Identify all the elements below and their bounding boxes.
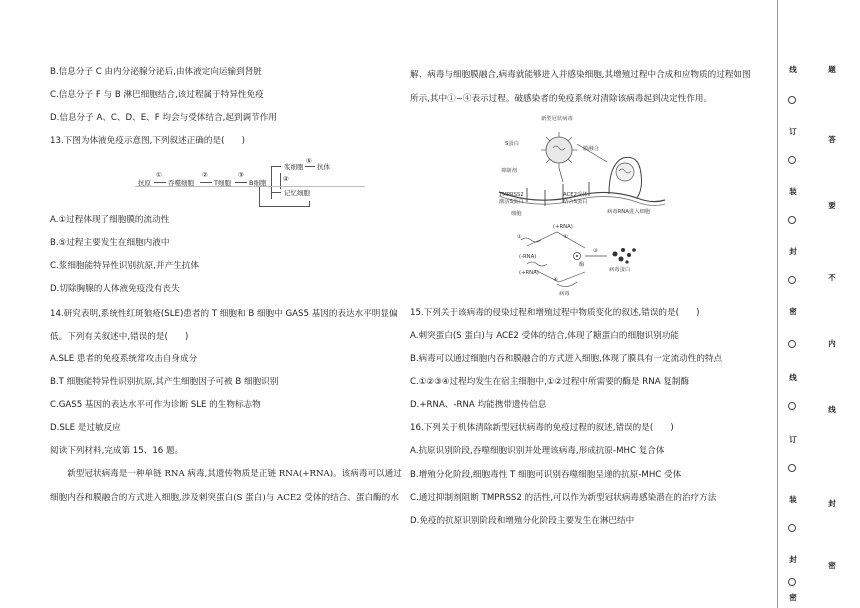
- label-virus: 病毒: [559, 291, 570, 297]
- label-new-coronavirus: 新型冠状病毒: [541, 116, 573, 122]
- flow-step-2: ②: [202, 171, 208, 179]
- flow-step-4: ④: [283, 175, 289, 183]
- side-char-1: 题: [828, 65, 836, 74]
- label-step-2: ②: [563, 234, 568, 240]
- reading-intro: 阅读下列材料,完成第 15、16 题。: [50, 446, 184, 456]
- bind-circle-5: [788, 340, 796, 348]
- flow-step-5: ⑤: [306, 157, 312, 165]
- label-ace2-b: 结合S蛋白: [563, 199, 588, 205]
- q16-option-a: A.抗原识别阶段,吞噬细胞识别并处理该病毒,形成抗原-MHC 复合体: [410, 446, 665, 456]
- flow-plasma-cell: 浆细胞: [284, 163, 304, 171]
- binding-margin-rule: [777, 0, 778, 608]
- q13-option-c: C.浆细胞能特异性识别抗原,并产生抗体: [50, 261, 199, 271]
- q13-option-a: A.①过程体现了细胞膜的流动性: [50, 215, 170, 225]
- passage-line-1: 新型冠状病毒是一种单链 RNA 病毒,其遗传物质是正链 RNA(+RNA)。该病毒可以通过: [50, 469, 402, 479]
- q14-option-a: A.SLE 患者的免疫系统常攻击自身成分: [50, 354, 198, 364]
- label-s-protein: S蛋白: [505, 141, 519, 147]
- q13-option-b: B.⑤过程主要发生在细胞内液中: [50, 238, 170, 248]
- label-rna-entry: 病毒RNA进入细胞: [607, 209, 651, 215]
- bind-char-6: 线: [789, 373, 797, 382]
- bind-circle-9: [788, 578, 796, 586]
- q14-stem-1: 14.研究表明,系统性红斑狼疮(SLE)患者的 T 细胞和 B 细胞中 GAS5 基因的表达水平明显偏: [50, 309, 398, 319]
- q12-option-b: B.信息分子 C 由内分泌腺分泌后,由体液定向运输到肾脏: [50, 67, 262, 77]
- bind-circle-6: [788, 402, 796, 410]
- bind-char-4: 封: [789, 247, 797, 256]
- flow-memory-cell: 记忆细胞: [284, 189, 310, 197]
- label-viral-protein: 病毒蛋白: [609, 267, 631, 273]
- bind-circle-8: [788, 524, 796, 532]
- q15-option-a: A.刺突蛋白(S 蛋白)与 ACE2 受体的结合,体现了糖蛋白的细胞识别功能: [410, 331, 680, 341]
- flow-step-3: ③: [238, 171, 244, 179]
- q12-option-d: D.信息分子 A、C、D、E、F 均会与受体结合,起到调节作用: [50, 113, 277, 123]
- label-ace2-a: ACE2受体: [563, 192, 588, 198]
- flow-step-1: ①: [156, 171, 162, 179]
- side-char-3: 要: [828, 201, 836, 210]
- q15-option-c: C.①②③④过程均发生在宿主细胞中,①②过程中所需要的酶是 RNA 复制酶: [410, 377, 690, 387]
- bind-circle-1: [788, 96, 796, 104]
- label-step-3: ③: [593, 248, 598, 254]
- q16-option-b: B.增殖分化阶段,细胞毒性 T 细胞可识别吞噬细胞呈递的抗原-MHC 受体: [410, 470, 682, 480]
- q14-option-c: C.GAS5 基因的表达水平可作为诊断 SLE 的生物标志物: [50, 400, 261, 410]
- side-char-2: 答: [828, 135, 836, 144]
- bind-char-5: 密: [789, 307, 797, 316]
- label-tmprss2-a: TMPRSS2: [499, 192, 524, 198]
- label-step-4: ④: [553, 277, 558, 283]
- label-enzyme: 酶: [579, 262, 585, 268]
- humoral-immunity-diagram: [138, 157, 378, 207]
- side-char-8: 密: [828, 561, 836, 570]
- passage-line-2: 细胞内吞和膜融合的方式进入细胞,涉及刺突蛋白(S 蛋白)与 ACE2 受体的结合、蛋白酶的水: [50, 493, 399, 503]
- q16-stem: 16.下列关于机体清除新型冠状病毒的免疫过程的叙述,错误的是( ): [410, 423, 674, 433]
- q14-option-d: D.SLE 是过敏反应: [50, 423, 121, 433]
- q16-option-c: C.通过抑制剂阻断 TMPRSS2 的活性,可以作为新型冠状病毒感染潜在的治疗方法: [410, 493, 717, 503]
- q15-option-d: D.+RNA、-RNA 均能携带遗传信息: [410, 400, 547, 410]
- virus-infection-figure: [497, 114, 667, 300]
- bind-char-1: 线: [789, 65, 797, 74]
- bind-circle-3: [788, 216, 796, 224]
- flow-antigen: 抗原: [138, 179, 151, 187]
- bind-circle-7: [788, 464, 796, 472]
- bind-char-8: 装: [789, 495, 797, 504]
- q13-stem: 13.下图为体液免疫示意图,下列叙述正确的是( ): [50, 136, 245, 146]
- label-tmprss2-b: 激活S蛋白: [499, 199, 524, 205]
- q14-stem-2: 低。下列有关叙述中,错误的是( ): [50, 332, 189, 342]
- q12-option-c: C.信息分子 F 与 B 淋巴细胞结合,该过程属于特异性免疫: [50, 90, 264, 100]
- label-step-1: ①: [517, 234, 522, 240]
- side-char-6: 线: [828, 405, 836, 414]
- side-char-7: 封: [828, 499, 836, 508]
- bind-char-7: 订: [789, 435, 797, 444]
- flow-t-cell: T细胞: [214, 179, 231, 187]
- label-cell: 细胞: [511, 211, 522, 217]
- q13-option-d: D.切除胸腺的人体液免疫没有丧失: [50, 284, 180, 294]
- side-char-5: 内: [828, 339, 836, 348]
- bind-circle-2: [788, 156, 796, 164]
- flow-antibody: 抗体: [317, 163, 330, 171]
- flow-phagocyte: 吞噬细胞: [168, 179, 194, 187]
- bind-char-2: 订: [789, 127, 797, 136]
- bind-char-3: 装: [789, 187, 797, 196]
- passage-line-4: 所示,其中①~④表示过程。破感染者的免疫系统对清除该病毒起到决定性作用。: [410, 94, 713, 104]
- label-inhibitor: 抑制剂: [501, 168, 517, 174]
- flow-b-cell: B细胞: [249, 179, 267, 187]
- bind-char-10: 密: [789, 593, 797, 602]
- q14-option-b: B.T 细胞能特异性识别抗原,其产生细胞因子可被 B 细胞识别: [50, 377, 279, 387]
- passage-line-3: 解、病毒与细胞膜融合,病毒就能够进入并感染细胞,其增殖过程中合成和应物质的过程如图: [410, 70, 751, 80]
- q15-option-b: B.病毒可以通过细胞内吞和膜融合的方式进入细胞,体现了膜具有一定流动性的特点: [410, 354, 723, 364]
- label-plus-rna-bottom: (+RNA): [519, 270, 539, 276]
- label-plus-rna-top: (+RNA): [553, 224, 573, 230]
- side-char-4: 不: [828, 273, 836, 282]
- bind-char-9: 封: [789, 555, 797, 564]
- label-membrane-fusion: 膜融合: [583, 146, 599, 152]
- q15-stem: 15.下列关于该病毒的侵染过程和增殖过程中物质变化的叙述,错误的是( ): [410, 308, 700, 318]
- label-minus-rna: (-RNA): [519, 254, 537, 260]
- q16-option-d: D.免疫的抗原识别阶段和增殖分化阶段主要发生在淋巴结中: [410, 516, 635, 526]
- bind-circle-4: [788, 276, 796, 284]
